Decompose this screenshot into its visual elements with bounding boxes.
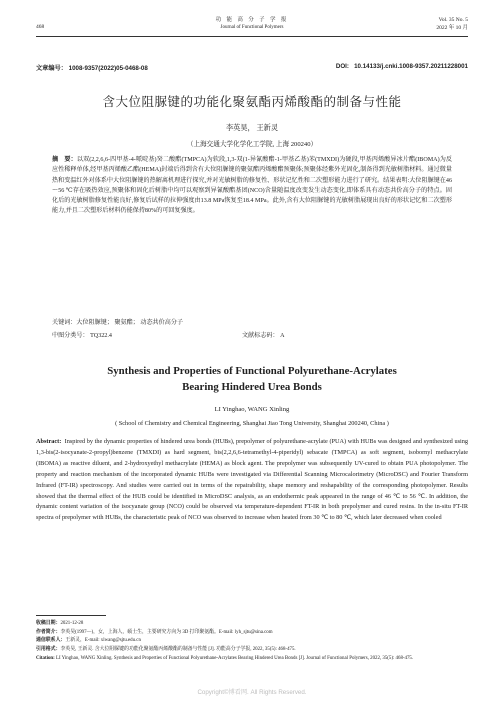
article-number: 文章编号： 1008-9357(2022)05-0468-08: [36, 65, 148, 72]
citation-cn: 李英昊, 王新灵. 含大位阻脲键的功能化聚氨酯丙烯酸酯的制备与性能 [J]. 功能高分子学报, 2022, 35(5): 468-475.: [60, 647, 296, 653]
title-en: [36, 363, 468, 395]
copyright-watermark: Copyright©博看网. All Rights Reserved.: [197, 689, 307, 696]
clc-number: 中图分类号： TQ322.4: [52, 333, 112, 339]
volume: Vol. 35 No. 5: [438, 17, 468, 23]
corresponding-author: 王新灵，E-mail: xlwang@sjtu.edu.cn: [65, 638, 141, 644]
document-code: 文献标志码： A: [242, 333, 285, 339]
abstract-cn-label: 摘 要：: [52, 157, 77, 163]
keywords-cn-label: 关键词：: [52, 320, 77, 326]
authors-cn: 李英昊， 王新灵: [225, 124, 279, 132]
title-en-line2: Bearing Hindered Urea Bonds: [182, 381, 322, 393]
page-number: 468: [36, 24, 45, 30]
footnote-corresponding: [36, 637, 468, 646]
keywords-cn-text: 大位阻脲键； 聚氨酯； 动态共价高分子: [76, 320, 184, 326]
abstract-en-label: Abstract:: [36, 438, 62, 445]
issue-info: [436, 16, 468, 32]
issue-date: 2022 年 10 月: [436, 25, 468, 31]
abstract-cn-text: 以双(2,2,6,6-四甲基-4-哌啶基)癸二酸酯(TMPCA)为软段,1,3-双(1-异氰酸酯-1-甲基乙基)苯(TMXDI)为硬段,甲基丙烯酸异冰片酯(IBOMA)为反应性稀释单体,经甲基丙烯酸乙酯(HEMA)封端后得到含有大位阻脲键的聚氨酯丙烯酸酯预聚体;预聚体经紫外光固化,制备得到光敏树脂材料。通过微量热和变温红外对体系中大位阻脲键的热解离机理进行探究,并对光敏树脂的修复性、形状记忆性和二次塑形能力进行了研究。结果表明:大位阻脲键在46～56 ℃存在吸热效应,预聚体和固化后树脂中均可以观察到异氰酸酯基团(NCO)含量随温度改变发生动态变化,即体系具有动态共价高分子的特点。固化后的光敏树脂修复性能良好,修复后试样的拉伸强度由13.8 MPa恢复至18.4 MPa。此外,含有大位阻脲键的光敏树脂展现出良好的形状记忆和二次塑形能力,并且二次塑形后材料仍能保持80%的可回复强度。: [52, 157, 453, 215]
citation-en-label: Citation:: [36, 655, 55, 661]
abstract-en: [36, 437, 468, 524]
received-date: 2021-12-28: [60, 621, 84, 626]
abstract-cn: [52, 155, 452, 217]
authors-en: LI Yinghao, WANG Xinling: [214, 406, 290, 413]
footnote-citation-cn: [36, 646, 468, 655]
affiliation-en: ( School of Chemistry and Chemical Engineering, Shanghai Jiao Tong University, Shanghai 200240, China ): [115, 420, 389, 427]
classification: [52, 330, 452, 339]
footnote-author: [36, 629, 468, 638]
citation-cn-label: 引用格式：: [36, 647, 61, 653]
received-label: 收稿日期：: [36, 621, 61, 626]
doi-label: DOI:: [335, 63, 349, 70]
abstract-en-text: Inspired by the dynamic properties of hindered urea bonds (HUBs), prepolymer of polyurethane-acrylate (PUA) with HUBs was designed and synthesized using 1,3-bis(2-isocyanate-2-propyl)benzene (TMXDI) as hard segment, bis(2,2,6,6-tetramethyl-4-piperidyl) sebacate (TMPCA) as soft segment, isobornyl methacrylate (IBOMA) as reactive diluent, and 2-hydroxyethyl methacrylate (HEMA) as block agent. The prepolymer was subsequently UV-cured to obtain PUA photopolymer. The property and reaction mechanism of the incorporated dynamic HUBs were investigated via Differential Scanning Microcalorimetry (MicroDSC) and Fourier Transform Infrared (FT-IR) spectroscopy. And studies were carried out in terms of the repairability, shape memory and reshapability of the corresponding photopolymer. Results showed that the thermal effect of the HUB could be identified in MicroDSC analysis, as an endothermic peak appeared in the range of 46 ℃ to 56 ℃. In addition, the dynamic content variation of the isocyanate group (NCO) could be observed via temperature-dependent FT-IR in both prepolymer and cured resins. In the in-situ FT-IR spectra of prepolymer with HUBs, the characteristic peak of NCO was observed to increase when heated from 30 ℃ to 80 ℃, which later decreased when cooled: [36, 438, 468, 522]
author-bio: 李英昊(1997—)，女，上海人，硕士生，主要研究方向为 3D 打印聚氨酯。E-mail: lyh_sjtu@sina.com: [60, 629, 273, 635]
journal-name-en: Journal of Functional Polymers: [220, 25, 284, 30]
footnotes: [36, 620, 468, 664]
affiliation-cn: （上海交通大学化学化工学院, 上海 200240）: [186, 141, 318, 148]
article-meta: [36, 63, 468, 72]
header-rule: [36, 36, 468, 37]
doi: [336, 63, 468, 70]
footnote-received: [36, 620, 468, 629]
keywords-cn: [52, 318, 452, 328]
citation-en: LI Yinghao, WANG Xinling. Synthesis and Properties of Functional Polyurethane-Acrylates Bearing Hindered Urea Bonds [J]. Journal of Functional Polymers, 2022, 35(5): 468-475.: [55, 655, 414, 661]
author-bio-label: 作者简介：: [36, 629, 61, 635]
footnote-citation-en: [36, 655, 468, 664]
journal-name: [36, 16, 468, 32]
running-header: [36, 12, 468, 42]
doi-value[interactable]: 10.14133/j.cnki.1008-9357.20211228001: [354, 63, 468, 70]
footnote-rule: [36, 615, 106, 616]
corresponding-label: 通信联系人：: [36, 638, 66, 644]
journal-name-cn: 功 能 高 分 子 学 报: [215, 17, 289, 23]
title-en-line1: Synthesis and Properties of Functional Polyurethane-Acrylates: [107, 365, 397, 377]
title-cn: 含大位阻脲键的功能化聚氨酯丙烯酸酯的制备与性能: [102, 94, 402, 109]
